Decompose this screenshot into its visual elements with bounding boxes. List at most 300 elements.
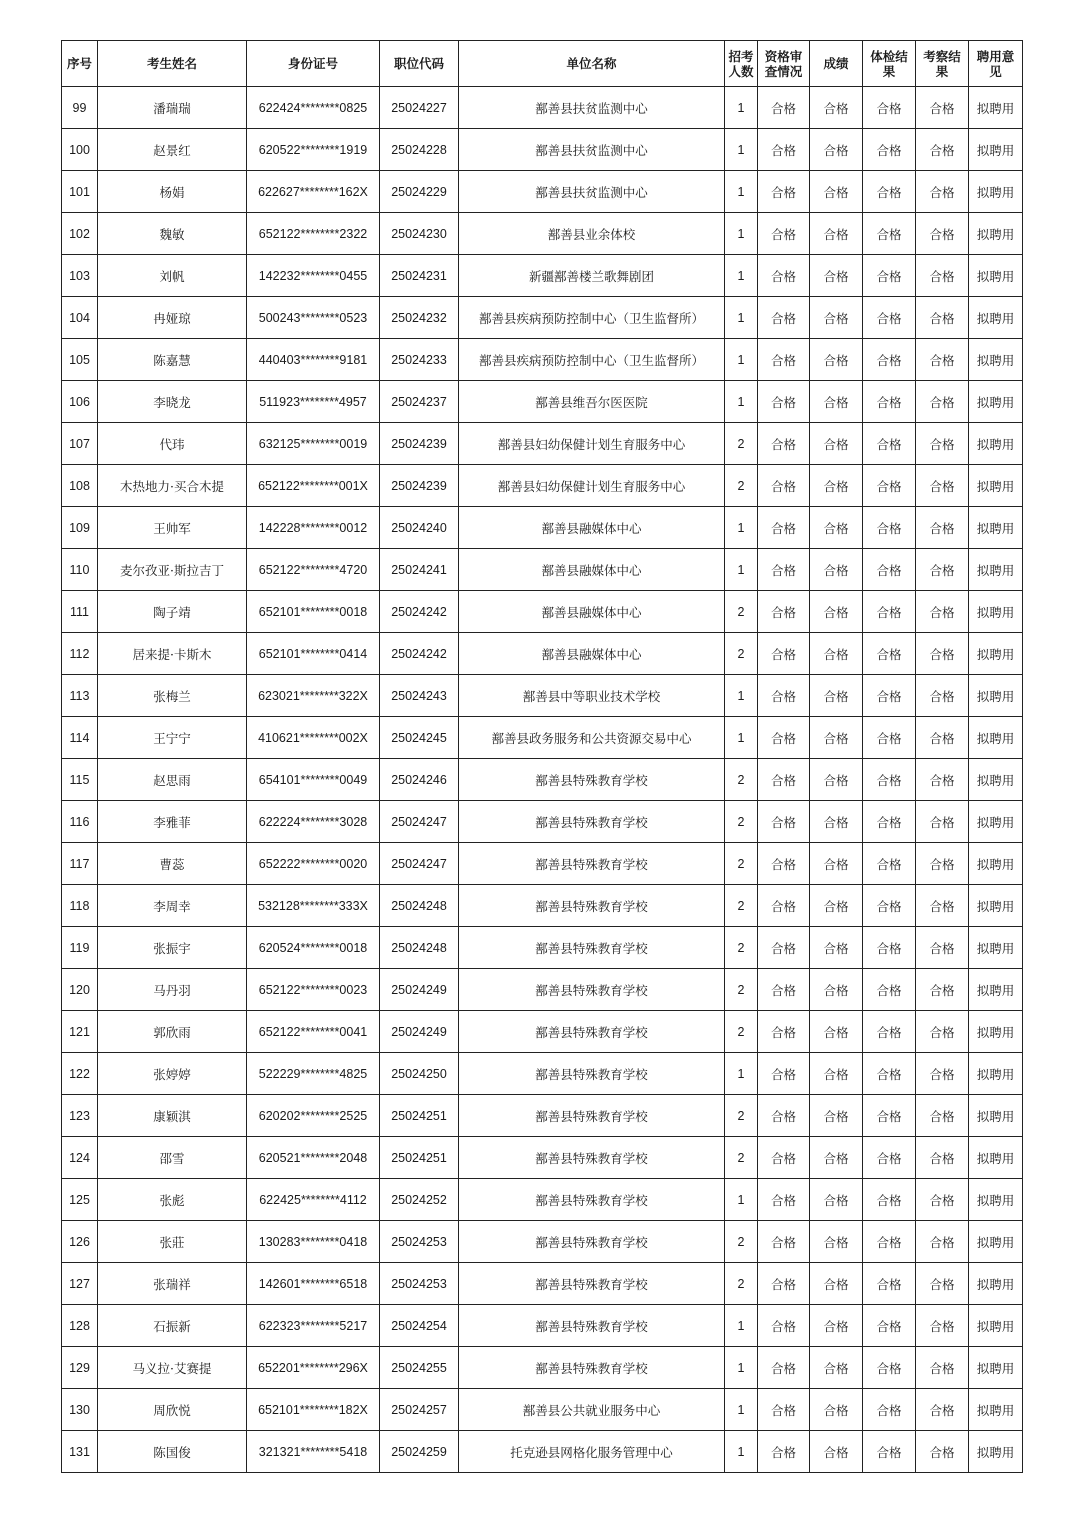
cell-index: 104 [62,297,98,339]
cell-unit-name: 鄯善县特殊教育学校 [459,885,725,927]
cell-hiring-opinion: 拟聘用 [969,969,1023,1011]
cell-position-code: 25024259 [380,1431,459,1473]
table-body [62,87,1023,1473]
cell-index: 117 [62,843,98,885]
cell-hiring-opinion: 拟聘用 [969,1347,1023,1389]
cell-hiring-opinion: 拟聘用 [969,549,1023,591]
cell-candidate-name: 陈国俊 [98,1431,247,1473]
cell-unit-name: 鄯善县特殊教育学校 [459,1053,725,1095]
cell-unit-name: 鄯善县扶贫监测中心 [459,87,725,129]
table-row [62,1221,1023,1263]
cell-unit-name: 鄯善县业余体校 [459,213,725,255]
cell-position-code: 25024250 [380,1053,459,1095]
cell-index: 114 [62,717,98,759]
cell-candidate-name: 赵思雨 [98,759,247,801]
cell-unit-name: 鄯善县特殊教育学校 [459,1179,725,1221]
cell-index: 129 [62,1347,98,1389]
cell-id-number: 622425********4112 [247,1179,380,1221]
cell-id-number: 142601********6518 [247,1263,380,1305]
cell-medical-result: 合格 [863,465,916,507]
cell-inspection-result: 合格 [916,129,969,171]
cell-qualification-review: 合格 [758,969,810,1011]
cell-candidate-name: 居来提·卡斯木 [98,633,247,675]
cell-score: 合格 [810,759,863,801]
cell-score: 合格 [810,1347,863,1389]
cell-quota: 1 [725,717,758,759]
table-row [62,255,1023,297]
cell-candidate-name: 魏敏 [98,213,247,255]
cell-unit-name: 鄯善县疾病预防控制中心（卫生监督所） [459,297,725,339]
cell-candidate-name: 陶子靖 [98,591,247,633]
cell-hiring-opinion: 拟聘用 [969,843,1023,885]
cell-id-number: 652122********0041 [247,1011,380,1053]
cell-candidate-name: 潘瑞瑞 [98,87,247,129]
table-row [62,1263,1023,1305]
header-score: 成绩 [810,41,863,87]
cell-quota: 2 [725,1095,758,1137]
cell-inspection-result: 合格 [916,801,969,843]
cell-position-code: 25024247 [380,843,459,885]
cell-qualification-review: 合格 [758,1053,810,1095]
cell-qualification-review: 合格 [758,1389,810,1431]
cell-qualification-review: 合格 [758,591,810,633]
cell-inspection-result: 合格 [916,255,969,297]
cell-position-code: 25024255 [380,1347,459,1389]
cell-position-code: 25024229 [380,171,459,213]
cell-score: 合格 [810,1389,863,1431]
cell-quota: 1 [725,1347,758,1389]
cell-candidate-name: 马丹羽 [98,969,247,1011]
cell-medical-result: 合格 [863,549,916,591]
cell-position-code: 25024243 [380,675,459,717]
cell-candidate-name: 张振宇 [98,927,247,969]
cell-unit-name: 鄯善县特殊教育学校 [459,1137,725,1179]
cell-candidate-name: 马义拉·艾赛提 [98,1347,247,1389]
cell-position-code: 25024227 [380,87,459,129]
cell-position-code: 25024242 [380,633,459,675]
cell-score: 合格 [810,171,863,213]
cell-id-number: 652101********0414 [247,633,380,675]
cell-unit-name: 鄯善县公共就业服务中心 [459,1389,725,1431]
cell-index: 100 [62,129,98,171]
table-row [62,927,1023,969]
cell-id-number: 622627********162X [247,171,380,213]
cell-unit-name: 鄯善县中等职业技术学校 [459,675,725,717]
cell-position-code: 25024242 [380,591,459,633]
cell-position-code: 25024228 [380,129,459,171]
table-row [62,171,1023,213]
cell-unit-name: 鄯善县特殊教育学校 [459,969,725,1011]
cell-qualification-review: 合格 [758,549,810,591]
table-row [62,213,1023,255]
cell-position-code: 25024257 [380,1389,459,1431]
cell-medical-result: 合格 [863,885,916,927]
cell-hiring-opinion: 拟聘用 [969,87,1023,129]
cell-hiring-opinion: 拟聘用 [969,255,1023,297]
cell-quota: 1 [725,1179,758,1221]
cell-hiring-opinion: 拟聘用 [969,1305,1023,1347]
header-quota: 招考人数 [725,41,758,87]
cell-position-code: 25024251 [380,1095,459,1137]
cell-score: 合格 [810,675,863,717]
cell-inspection-result: 合格 [916,1053,969,1095]
cell-index: 108 [62,465,98,507]
cell-score: 合格 [810,801,863,843]
cell-inspection-result: 合格 [916,1137,969,1179]
cell-id-number: 500243********0523 [247,297,380,339]
table-row [62,297,1023,339]
cell-candidate-name: 冉娅琼 [98,297,247,339]
cell-quota: 1 [725,1305,758,1347]
cell-candidate-name: 木热地力·买合木提 [98,465,247,507]
cell-qualification-review: 合格 [758,1305,810,1347]
cell-unit-name: 鄯善县扶贫监测中心 [459,171,725,213]
cell-inspection-result: 合格 [916,87,969,129]
cell-unit-name: 鄯善县融媒体中心 [459,549,725,591]
cell-quota: 2 [725,465,758,507]
cell-index: 122 [62,1053,98,1095]
cell-hiring-opinion: 拟聘用 [969,717,1023,759]
cell-unit-name: 鄯善县特殊教育学校 [459,1221,725,1263]
cell-position-code: 25024247 [380,801,459,843]
cell-hiring-opinion: 拟聘用 [969,633,1023,675]
cell-hiring-opinion: 拟聘用 [969,297,1023,339]
cell-score: 合格 [810,927,863,969]
cell-index: 110 [62,549,98,591]
cell-position-code: 25024249 [380,1011,459,1053]
cell-hiring-opinion: 拟聘用 [969,927,1023,969]
cell-id-number: 623021********322X [247,675,380,717]
cell-position-code: 25024253 [380,1221,459,1263]
cell-quota: 1 [725,549,758,591]
cell-qualification-review: 合格 [758,381,810,423]
cell-unit-name: 鄯善县维吾尔医医院 [459,381,725,423]
table-row [62,1011,1023,1053]
cell-inspection-result: 合格 [916,507,969,549]
cell-id-number: 652122********001X [247,465,380,507]
cell-quota: 1 [725,1431,758,1473]
cell-qualification-review: 合格 [758,1347,810,1389]
recruitment-results-table [61,40,1023,1473]
cell-index: 123 [62,1095,98,1137]
cell-medical-result: 合格 [863,927,916,969]
header-medical-result: 体检结果 [863,41,916,87]
cell-candidate-name: 曹蕊 [98,843,247,885]
cell-inspection-result: 合格 [916,1431,969,1473]
cell-medical-result: 合格 [863,1179,916,1221]
cell-medical-result: 合格 [863,87,916,129]
cell-candidate-name: 张彪 [98,1179,247,1221]
cell-score: 合格 [810,87,863,129]
cell-score: 合格 [810,339,863,381]
header-id-number: 身份证号 [247,41,380,87]
cell-index: 121 [62,1011,98,1053]
cell-score: 合格 [810,381,863,423]
cell-candidate-name: 张莊 [98,1221,247,1263]
cell-unit-name: 鄯善县特殊教育学校 [459,759,725,801]
cell-medical-result: 合格 [863,717,916,759]
table-row [62,129,1023,171]
cell-inspection-result: 合格 [916,927,969,969]
cell-unit-name: 鄯善县扶贫监测中心 [459,129,725,171]
cell-index: 101 [62,171,98,213]
cell-index: 106 [62,381,98,423]
cell-position-code: 25024241 [380,549,459,591]
cell-medical-result: 合格 [863,423,916,465]
cell-position-code: 25024237 [380,381,459,423]
cell-position-code: 25024248 [380,927,459,969]
cell-unit-name: 鄯善县特殊教育学校 [459,1263,725,1305]
cell-inspection-result: 合格 [916,675,969,717]
cell-id-number: 652222********0020 [247,843,380,885]
cell-index: 130 [62,1389,98,1431]
cell-medical-result: 合格 [863,675,916,717]
cell-unit-name: 鄯善县特殊教育学校 [459,1305,725,1347]
cell-medical-result: 合格 [863,507,916,549]
cell-quota: 2 [725,1011,758,1053]
cell-id-number: 410621********002X [247,717,380,759]
cell-score: 合格 [810,213,863,255]
header-position-code: 职位代码 [380,41,459,87]
cell-hiring-opinion: 拟聘用 [969,381,1023,423]
cell-index: 127 [62,1263,98,1305]
cell-candidate-name: 赵景红 [98,129,247,171]
cell-qualification-review: 合格 [758,1137,810,1179]
cell-medical-result: 合格 [863,1389,916,1431]
cell-score: 合格 [810,465,863,507]
cell-medical-result: 合格 [863,339,916,381]
cell-hiring-opinion: 拟聘用 [969,1263,1023,1305]
cell-candidate-name: 张婷婷 [98,1053,247,1095]
table-row [62,1053,1023,1095]
cell-index: 111 [62,591,98,633]
cell-score: 合格 [810,843,863,885]
cell-index: 116 [62,801,98,843]
cell-medical-result: 合格 [863,1011,916,1053]
cell-qualification-review: 合格 [758,885,810,927]
cell-qualification-review: 合格 [758,717,810,759]
cell-inspection-result: 合格 [916,423,969,465]
header-index: 序号 [62,41,98,87]
header-row [62,41,1023,87]
cell-quota: 1 [725,675,758,717]
cell-qualification-review: 合格 [758,507,810,549]
cell-hiring-opinion: 拟聘用 [969,1179,1023,1221]
header-hiring-opinion: 聘用意见 [969,41,1023,87]
cell-index: 124 [62,1137,98,1179]
cell-quota: 1 [725,381,758,423]
cell-id-number: 622323********5217 [247,1305,380,1347]
cell-medical-result: 合格 [863,1305,916,1347]
cell-inspection-result: 合格 [916,1095,969,1137]
table-row [62,885,1023,927]
cell-index: 107 [62,423,98,465]
table-row [62,1305,1023,1347]
cell-unit-name: 鄯善县特殊教育学校 [459,1347,725,1389]
cell-qualification-review: 合格 [758,1011,810,1053]
cell-id-number: 130283********0418 [247,1221,380,1263]
cell-score: 合格 [810,1221,863,1263]
cell-qualification-review: 合格 [758,759,810,801]
cell-score: 合格 [810,1053,863,1095]
cell-index: 109 [62,507,98,549]
cell-quota: 2 [725,633,758,675]
cell-medical-result: 合格 [863,255,916,297]
cell-quota: 2 [725,591,758,633]
cell-unit-name: 新疆鄯善楼兰歌舞剧团 [459,255,725,297]
cell-quota: 2 [725,969,758,1011]
cell-index: 128 [62,1305,98,1347]
cell-qualification-review: 合格 [758,465,810,507]
cell-medical-result: 合格 [863,1431,916,1473]
cell-quota: 2 [725,1221,758,1263]
cell-inspection-result: 合格 [916,759,969,801]
cell-position-code: 25024245 [380,717,459,759]
table-row [62,1389,1023,1431]
cell-id-number: 622424********0825 [247,87,380,129]
cell-hiring-opinion: 拟聘用 [969,1431,1023,1473]
table-row [62,507,1023,549]
table-row [62,423,1023,465]
cell-score: 合格 [810,255,863,297]
cell-score: 合格 [810,507,863,549]
cell-inspection-result: 合格 [916,1263,969,1305]
table-row [62,549,1023,591]
cell-qualification-review: 合格 [758,171,810,213]
table-row [62,1431,1023,1473]
cell-hiring-opinion: 拟聘用 [969,465,1023,507]
cell-position-code: 25024230 [380,213,459,255]
cell-medical-result: 合格 [863,1137,916,1179]
cell-id-number: 654101********0049 [247,759,380,801]
cell-quota: 1 [725,1053,758,1095]
cell-id-number: 620521********2048 [247,1137,380,1179]
cell-hiring-opinion: 拟聘用 [969,1221,1023,1263]
cell-id-number: 652122********0023 [247,969,380,1011]
table-row [62,843,1023,885]
cell-qualification-review: 合格 [758,633,810,675]
table-row [62,801,1023,843]
cell-inspection-result: 合格 [916,1389,969,1431]
cell-inspection-result: 合格 [916,633,969,675]
cell-candidate-name: 王帅军 [98,507,247,549]
table-row [62,759,1023,801]
cell-id-number: 321321********5418 [247,1431,380,1473]
table-header [62,41,1023,87]
cell-quota: 1 [725,171,758,213]
cell-qualification-review: 合格 [758,1221,810,1263]
cell-hiring-opinion: 拟聘用 [969,213,1023,255]
cell-score: 合格 [810,885,863,927]
cell-qualification-review: 合格 [758,1263,810,1305]
cell-position-code: 25024233 [380,339,459,381]
cell-score: 合格 [810,297,863,339]
table-row [62,1137,1023,1179]
cell-index: 118 [62,885,98,927]
cell-medical-result: 合格 [863,381,916,423]
cell-inspection-result: 合格 [916,213,969,255]
table-row [62,969,1023,1011]
cell-unit-name: 鄯善县妇幼保健计划生育服务中心 [459,465,725,507]
cell-candidate-name: 李雅菲 [98,801,247,843]
cell-score: 合格 [810,1179,863,1221]
cell-quota: 2 [725,843,758,885]
cell-hiring-opinion: 拟聘用 [969,1137,1023,1179]
cell-index: 126 [62,1221,98,1263]
cell-id-number: 620524********0018 [247,927,380,969]
cell-hiring-opinion: 拟聘用 [969,507,1023,549]
cell-id-number: 620522********1919 [247,129,380,171]
cell-medical-result: 合格 [863,801,916,843]
cell-id-number: 511923********4957 [247,381,380,423]
cell-hiring-opinion: 拟聘用 [969,423,1023,465]
cell-id-number: 532128********333X [247,885,380,927]
cell-candidate-name: 陈嘉慧 [98,339,247,381]
header-qualification-review: 资格审查情况 [758,41,810,87]
cell-quota: 2 [725,423,758,465]
cell-quota: 2 [725,885,758,927]
cell-inspection-result: 合格 [916,465,969,507]
cell-medical-result: 合格 [863,297,916,339]
cell-position-code: 25024253 [380,1263,459,1305]
cell-index: 112 [62,633,98,675]
cell-inspection-result: 合格 [916,843,969,885]
cell-qualification-review: 合格 [758,801,810,843]
cell-hiring-opinion: 拟聘用 [969,1389,1023,1431]
cell-candidate-name: 石振新 [98,1305,247,1347]
cell-unit-name: 鄯善县特殊教育学校 [459,1011,725,1053]
cell-qualification-review: 合格 [758,213,810,255]
cell-qualification-review: 合格 [758,1179,810,1221]
cell-qualification-review: 合格 [758,1095,810,1137]
cell-quota: 1 [725,1389,758,1431]
cell-position-code: 25024239 [380,465,459,507]
cell-quota: 1 [725,87,758,129]
table-row [62,339,1023,381]
cell-medical-result: 合格 [863,591,916,633]
cell-candidate-name: 邵雪 [98,1137,247,1179]
cell-unit-name: 鄯善县特殊教育学校 [459,801,725,843]
cell-qualification-review: 合格 [758,423,810,465]
cell-hiring-opinion: 拟聘用 [969,885,1023,927]
cell-medical-result: 合格 [863,1053,916,1095]
cell-id-number: 652122********2322 [247,213,380,255]
table-row [62,465,1023,507]
header-inspection-result: 考察结果 [916,41,969,87]
cell-hiring-opinion: 拟聘用 [969,1095,1023,1137]
table-row [62,675,1023,717]
cell-medical-result: 合格 [863,1263,916,1305]
cell-qualification-review: 合格 [758,927,810,969]
cell-candidate-name: 麦尔孜亚·斯拉吉丁 [98,549,247,591]
cell-quota: 2 [725,759,758,801]
cell-quota: 1 [725,339,758,381]
cell-quota: 1 [725,255,758,297]
cell-score: 合格 [810,1305,863,1347]
cell-inspection-result: 合格 [916,1347,969,1389]
cell-quota: 1 [725,297,758,339]
cell-score: 合格 [810,1431,863,1473]
cell-inspection-result: 合格 [916,1305,969,1347]
cell-position-code: 25024251 [380,1137,459,1179]
cell-candidate-name: 王宁宁 [98,717,247,759]
cell-score: 合格 [810,591,863,633]
cell-position-code: 25024249 [380,969,459,1011]
cell-index: 113 [62,675,98,717]
cell-medical-result: 合格 [863,171,916,213]
cell-unit-name: 鄯善县疾病预防控制中心（卫生监督所） [459,339,725,381]
cell-candidate-name: 李周幸 [98,885,247,927]
